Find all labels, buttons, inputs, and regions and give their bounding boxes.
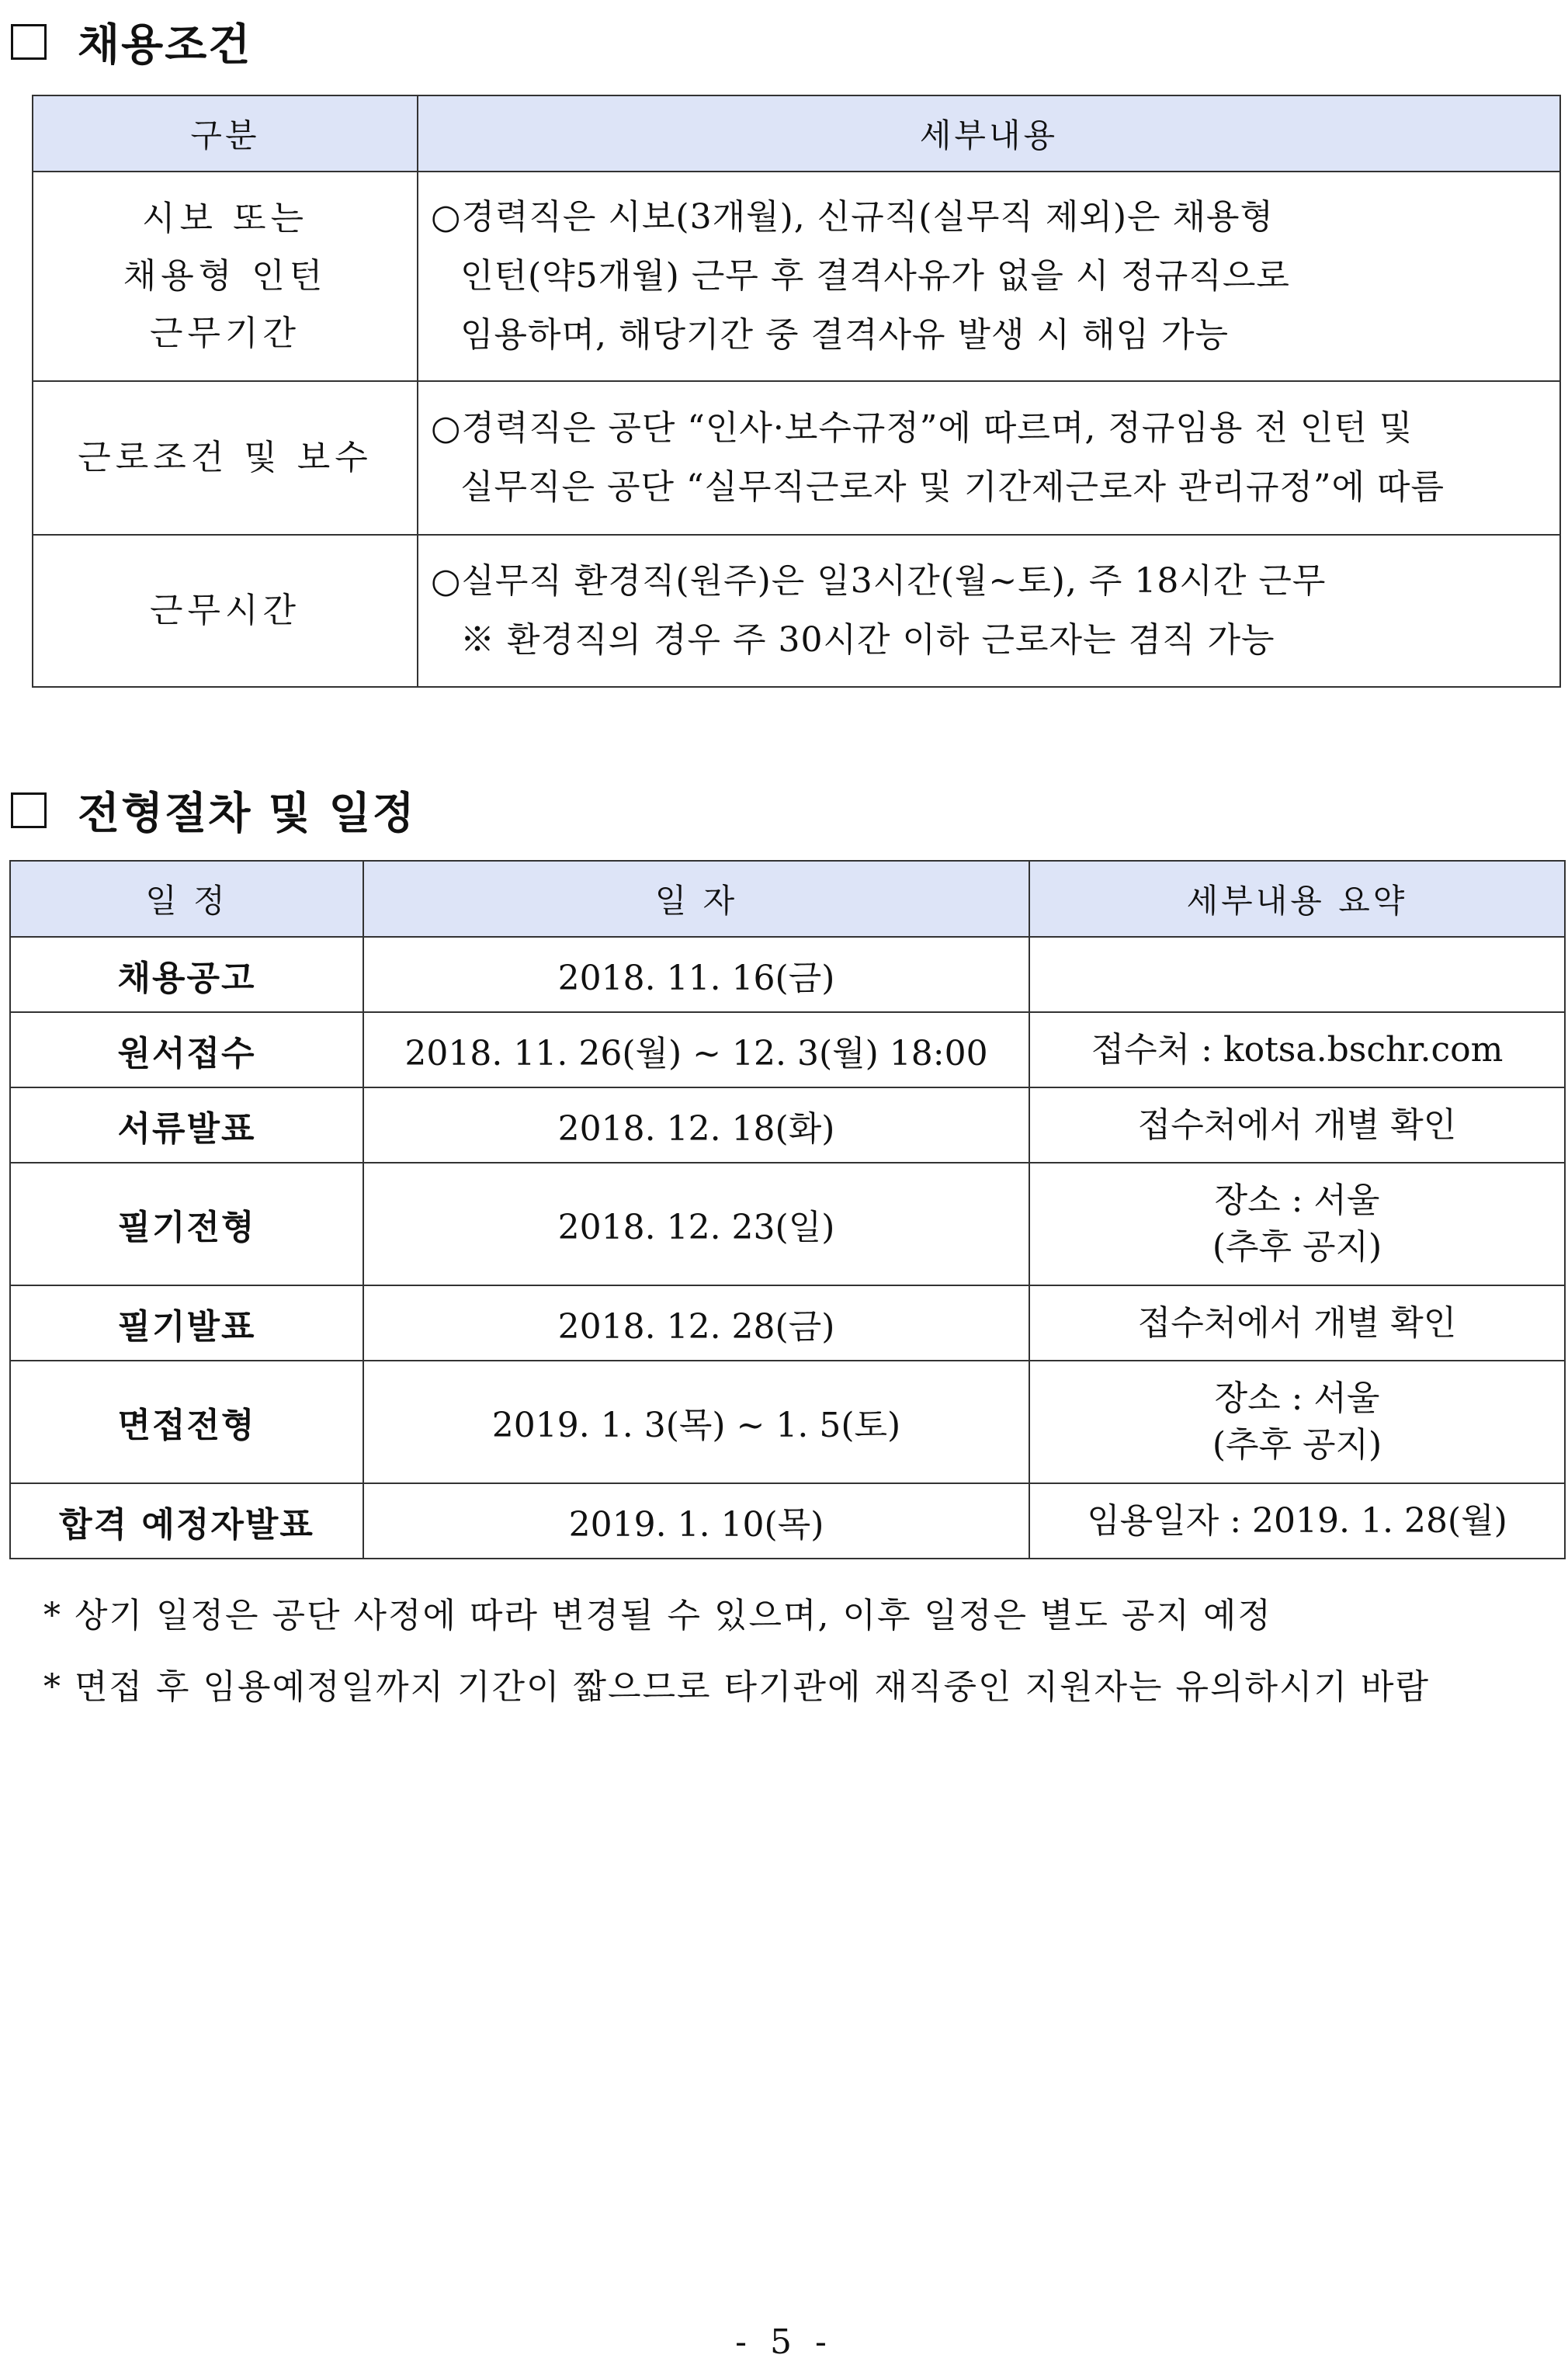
section-title-employment-conditions: 채용조건 bbox=[11, 11, 252, 73]
table-row bbox=[33, 535, 1560, 687]
row-category: 시보 또는 채용형 인턴 근무기간 bbox=[33, 172, 418, 381]
date-cell: 2019. 1. 3(목) ~ 1. 5(토) bbox=[363, 1361, 1029, 1483]
stage-cell: 원서접수 bbox=[10, 1012, 363, 1087]
date-cell: 2018. 12. 28(금) bbox=[363, 1285, 1029, 1361]
table-row bbox=[10, 1087, 1565, 1163]
stage-cell: 합격 예정자발표 bbox=[10, 1483, 363, 1559]
header-details: 세부내용 bbox=[418, 95, 1560, 172]
summary-cell bbox=[1029, 937, 1565, 1012]
summary-cell: 장소 : 서울 (추후 공지) bbox=[1029, 1361, 1565, 1483]
checkbox-square-icon bbox=[11, 792, 47, 828]
table-row bbox=[33, 381, 1560, 535]
section-title-selection-schedule: 전형절차 및 일정 bbox=[11, 779, 416, 841]
summary-cell: 접수처 : kotsa.bschr.com bbox=[1029, 1012, 1565, 1087]
stage-cell: 면접전형 bbox=[10, 1361, 363, 1483]
stage-cell: 필기전형 bbox=[10, 1163, 363, 1285]
summary-cell: 임용일자 : 2019. 1. 28(월) bbox=[1029, 1483, 1565, 1559]
date-cell: 2018. 11. 26(월) ~ 12. 3(월) 18:00 bbox=[363, 1012, 1029, 1087]
header-stage: 일 정 bbox=[10, 861, 363, 937]
table-header-row bbox=[10, 861, 1565, 937]
row-details: ○경력직은 시보(3개월), 신규직(실무직 제외)은 채용형 인턴(약5개월) 근무 후 결격사유가 없을 시 정규직으로 임용하며, 해당기간 중 결격사유 발생 시 해임 가능 bbox=[418, 172, 1560, 381]
row-category: 근로조건 및 보수 bbox=[33, 381, 418, 535]
table-row bbox=[10, 1361, 1565, 1483]
row-details: ○경력직은 공단 “인사·보수규정”에 따르며, 정규임용 전 인턴 및 실무직은 공단 “실무직근로자 및 기간제근로자 관리규정”에 따름 bbox=[418, 381, 1560, 535]
summary-cell: 접수처에서 개별 확인 bbox=[1029, 1285, 1565, 1361]
checkbox-square-icon bbox=[11, 24, 47, 60]
table-row bbox=[10, 1483, 1565, 1559]
row-category: 근무시간 bbox=[33, 535, 418, 687]
table-row bbox=[33, 172, 1560, 381]
date-cell: 2018. 12. 23(일) bbox=[363, 1163, 1029, 1285]
summary-cell: 접수처에서 개별 확인 bbox=[1029, 1087, 1565, 1163]
selection-schedule-table bbox=[9, 860, 1566, 1559]
stage-cell: 서류발표 bbox=[10, 1087, 363, 1163]
note-schedule-change: * 상기 일정은 공단 사정에 따라 변경될 수 있으며, 이후 일정은 별도 공지 예정 bbox=[43, 1596, 1272, 1635]
header-date: 일 자 bbox=[363, 861, 1029, 937]
table-row bbox=[10, 1163, 1565, 1285]
stage-cell: 필기발표 bbox=[10, 1285, 363, 1361]
stage-cell: 채용공고 bbox=[10, 937, 363, 1012]
table-row bbox=[10, 1012, 1565, 1087]
page-number: - 5 - bbox=[735, 2322, 833, 2362]
date-cell: 2019. 1. 10(목) bbox=[363, 1483, 1029, 1559]
header-category: 구분 bbox=[33, 95, 418, 172]
date-cell: 2018. 12. 18(화) bbox=[363, 1087, 1029, 1163]
date-cell: 2018. 11. 16(금) bbox=[363, 937, 1029, 1012]
table-row bbox=[10, 937, 1565, 1012]
note-interview-notice: * 면접 후 임용예정일까지 기간이 짧으므로 타기관에 재직중인 지원자는 유의하시기 바람 bbox=[43, 1667, 1431, 1707]
row-details: ○실무직 환경직(원주)은 일3시간(월~토), 주 18시간 근무 ※ 환경직의 경우 주 30시간 이하 근로자는 겸직 가능 bbox=[418, 535, 1560, 687]
summary-cell: 장소 : 서울 (추후 공지) bbox=[1029, 1163, 1565, 1285]
header-summary: 세부내용 요약 bbox=[1029, 861, 1565, 937]
employment-conditions-table bbox=[32, 95, 1561, 688]
table-header-row bbox=[33, 95, 1560, 172]
table-row bbox=[10, 1285, 1565, 1361]
